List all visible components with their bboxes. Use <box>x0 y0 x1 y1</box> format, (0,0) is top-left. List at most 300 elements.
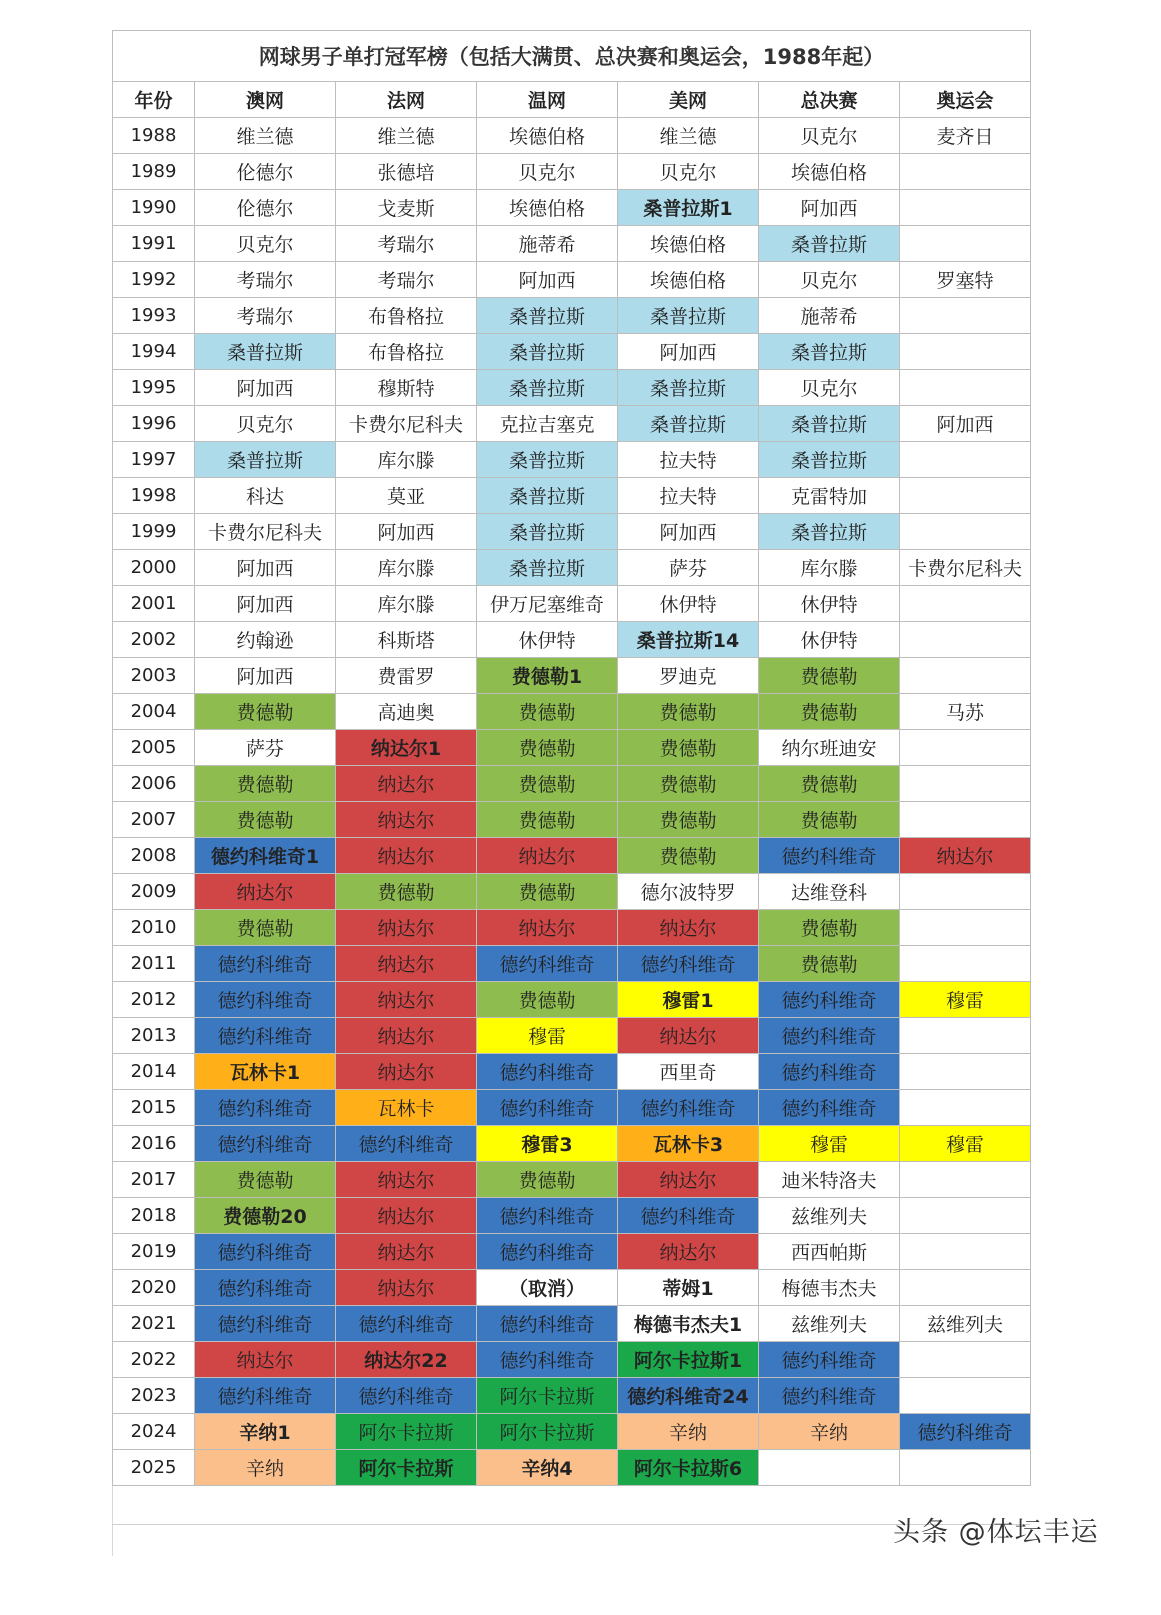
year-cell: 2006 <box>113 766 195 802</box>
champion-cell-us-open: 桑普拉斯 <box>618 406 759 442</box>
table-row <box>113 1270 1031 1306</box>
champion-cell-french-open: 卡费尔尼科夫 <box>336 406 477 442</box>
champion-cell-olympics <box>900 190 1031 226</box>
champion-cell-french-open: 考瑞尔 <box>336 226 477 262</box>
champion-cell-french-open: 纳达尔1 <box>336 730 477 766</box>
champion-cell-us-open: 纳达尔 <box>618 1234 759 1270</box>
champion-cell-us-open: 德约科维奇 <box>618 1198 759 1234</box>
year-cell: 2002 <box>113 622 195 658</box>
champion-cell-wimbledon: 穆雷 <box>477 1018 618 1054</box>
champion-cell-french-open: 莫亚 <box>336 478 477 514</box>
table-row <box>113 334 1031 370</box>
champion-cell-us-open: 萨芬 <box>618 550 759 586</box>
champion-cell-french-open: 库尔滕 <box>336 442 477 478</box>
champion-cell-olympics <box>900 370 1031 406</box>
table-body <box>113 118 1031 1486</box>
champions-sheet <box>112 30 1030 1486</box>
champion-cell-olympics: 兹维列夫 <box>900 1306 1031 1342</box>
champion-cell-olympics <box>900 226 1031 262</box>
champion-cell-us-open: 维兰德 <box>618 118 759 154</box>
champion-cell-atp-finals: 兹维列夫 <box>759 1306 900 1342</box>
champion-cell-us-open: 费德勒 <box>618 766 759 802</box>
champion-cell-olympics: 罗塞特 <box>900 262 1031 298</box>
table-row <box>113 1198 1031 1234</box>
champion-cell-wimbledon: 费德勒 <box>477 874 618 910</box>
champion-cell-australian-open: 德约科维奇 <box>195 1378 336 1414</box>
champion-cell-olympics <box>900 730 1031 766</box>
header-australian-open: 澳网 <box>195 82 336 118</box>
year-cell: 2015 <box>113 1090 195 1126</box>
champion-cell-french-open: 纳达尔 <box>336 910 477 946</box>
champion-cell-us-open: 费德勒 <box>618 802 759 838</box>
header-us-open: 美网 <box>618 82 759 118</box>
table-title: 网球男子单打冠军榜（包括大满贯、总决赛和奥运会，1988年起） <box>113 31 1031 82</box>
champion-cell-australian-open: 阿加西 <box>195 586 336 622</box>
champion-cell-australian-open: 考瑞尔 <box>195 298 336 334</box>
champion-cell-french-open: 纳达尔 <box>336 1270 477 1306</box>
table-row <box>113 1342 1031 1378</box>
champion-cell-atp-finals: 贝克尔 <box>759 262 900 298</box>
year-cell: 1995 <box>113 370 195 406</box>
champion-cell-australian-open: 德约科维奇 <box>195 1018 336 1054</box>
table-row <box>113 694 1031 730</box>
champion-cell-australian-open: 桑普拉斯 <box>195 442 336 478</box>
table-row <box>113 1306 1031 1342</box>
champion-cell-wimbledon: 德约科维奇 <box>477 946 618 982</box>
year-cell: 1990 <box>113 190 195 226</box>
champion-cell-olympics <box>900 766 1031 802</box>
table-row <box>113 406 1031 442</box>
champion-cell-olympics: 阿加西 <box>900 406 1031 442</box>
champion-cell-olympics: 纳达尔 <box>900 838 1031 874</box>
champion-cell-australian-open: 伦德尔 <box>195 190 336 226</box>
champion-cell-french-open: 纳达尔 <box>336 946 477 982</box>
table-row <box>113 514 1031 550</box>
year-cell: 2003 <box>113 658 195 694</box>
champion-cell-australian-open: 德约科维奇 <box>195 1306 336 1342</box>
year-cell: 2023 <box>113 1378 195 1414</box>
champion-cell-french-open: 考瑞尔 <box>336 262 477 298</box>
champion-cell-atp-finals: 迪米特洛夫 <box>759 1162 900 1198</box>
champion-cell-us-open: 费德勒 <box>618 730 759 766</box>
champion-cell-wimbledon: 德约科维奇 <box>477 1234 618 1270</box>
champion-cell-wimbledon: 克拉吉塞克 <box>477 406 618 442</box>
champion-cell-atp-finals: 辛纳 <box>759 1414 900 1450</box>
header-row <box>113 82 1031 118</box>
year-cell: 1994 <box>113 334 195 370</box>
champion-cell-atp-finals: 梅德韦杰夫 <box>759 1270 900 1306</box>
champion-cell-french-open: 纳达尔 <box>336 1162 477 1198</box>
champion-cell-us-open: 阿尔卡拉斯6 <box>618 1450 759 1486</box>
champion-cell-wimbledon: 费德勒 <box>477 982 618 1018</box>
table-row <box>113 802 1031 838</box>
champion-cell-wimbledon: 纳达尔 <box>477 910 618 946</box>
champion-cell-french-open: 纳达尔 <box>336 1234 477 1270</box>
year-cell: 1997 <box>113 442 195 478</box>
champion-cell-wimbledon: 费德勒1 <box>477 658 618 694</box>
year-cell: 2014 <box>113 1054 195 1090</box>
champion-cell-french-open: 维兰德 <box>336 118 477 154</box>
champion-cell-olympics: 马苏 <box>900 694 1031 730</box>
champion-cell-wimbledon: 阿尔卡拉斯 <box>477 1378 618 1414</box>
champion-cell-wimbledon: 桑普拉斯 <box>477 442 618 478</box>
champion-cell-atp-finals: 费德勒 <box>759 910 900 946</box>
champion-cell-olympics <box>900 910 1031 946</box>
champion-cell-australian-open: 辛纳 <box>195 1450 336 1486</box>
champion-cell-australian-open: 维兰德 <box>195 118 336 154</box>
champion-cell-atp-finals: 休伊特 <box>759 622 900 658</box>
champion-cell-atp-finals: 桑普拉斯 <box>759 514 900 550</box>
year-cell: 2020 <box>113 1270 195 1306</box>
champion-cell-australian-open: 德约科维奇1 <box>195 838 336 874</box>
champion-cell-atp-finals: 克雷特加 <box>759 478 900 514</box>
champion-cell-australian-open: 萨芬 <box>195 730 336 766</box>
champion-cell-atp-finals: 桑普拉斯 <box>759 334 900 370</box>
champion-cell-olympics <box>900 442 1031 478</box>
champion-cell-french-open: 德约科维奇 <box>336 1126 477 1162</box>
champion-cell-us-open: 德尔波特罗 <box>618 874 759 910</box>
table-row <box>113 1378 1031 1414</box>
table-row <box>113 1162 1031 1198</box>
champion-cell-australian-open: 考瑞尔 <box>195 262 336 298</box>
champion-cell-australian-open: 费德勒 <box>195 766 336 802</box>
year-cell: 1989 <box>113 154 195 190</box>
table-row <box>113 586 1031 622</box>
year-cell: 2016 <box>113 1126 195 1162</box>
year-cell: 1999 <box>113 514 195 550</box>
champion-cell-french-open: 费德勒 <box>336 874 477 910</box>
champion-cell-atp-finals: 休伊特 <box>759 586 900 622</box>
champion-cell-olympics <box>900 658 1031 694</box>
champion-cell-us-open: 穆雷1 <box>618 982 759 1018</box>
champion-cell-olympics: 德约科维奇 <box>900 1414 1031 1450</box>
champion-cell-french-open: 戈麦斯 <box>336 190 477 226</box>
year-cell: 1993 <box>113 298 195 334</box>
champion-cell-french-open: 阿尔卡拉斯 <box>336 1414 477 1450</box>
champion-cell-us-open: 梅德韦杰夫1 <box>618 1306 759 1342</box>
champion-cell-australian-open: 阿加西 <box>195 550 336 586</box>
table-row <box>113 442 1031 478</box>
table-row <box>113 550 1031 586</box>
champion-cell-atp-finals: 德约科维奇 <box>759 982 900 1018</box>
champion-cell-australian-open: 阿加西 <box>195 370 336 406</box>
champion-cell-us-open: 阿尔卡拉斯1 <box>618 1342 759 1378</box>
year-cell: 2001 <box>113 586 195 622</box>
champion-cell-australian-open: 贝克尔 <box>195 226 336 262</box>
champion-cell-australian-open: 瓦林卡1 <box>195 1054 336 1090</box>
champion-cell-australian-open: 纳达尔 <box>195 1342 336 1378</box>
champion-cell-australian-open: 约翰逊 <box>195 622 336 658</box>
champion-cell-us-open: 纳达尔 <box>618 910 759 946</box>
champion-cell-wimbledon: （取消） <box>477 1270 618 1306</box>
table-row <box>113 190 1031 226</box>
champion-cell-wimbledon: 阿尔卡拉斯 <box>477 1414 618 1450</box>
year-cell: 2011 <box>113 946 195 982</box>
champion-cell-wimbledon: 辛纳4 <box>477 1450 618 1486</box>
year-cell: 2012 <box>113 982 195 1018</box>
year-cell: 2009 <box>113 874 195 910</box>
champion-cell-us-open: 辛纳 <box>618 1414 759 1450</box>
table-row <box>113 658 1031 694</box>
champion-cell-olympics <box>900 154 1031 190</box>
table-row <box>113 1018 1031 1054</box>
champion-cell-wimbledon: 桑普拉斯 <box>477 550 618 586</box>
champion-cell-atp-finals: 费德勒 <box>759 766 900 802</box>
champion-cell-australian-open: 桑普拉斯 <box>195 334 336 370</box>
year-cell: 2019 <box>113 1234 195 1270</box>
table-row <box>113 766 1031 802</box>
champion-cell-us-open: 贝克尔 <box>618 154 759 190</box>
champion-cell-wimbledon: 贝克尔 <box>477 154 618 190</box>
champion-cell-australian-open: 贝克尔 <box>195 406 336 442</box>
champion-cell-french-open: 费雷罗 <box>336 658 477 694</box>
champion-cell-australian-open: 德约科维奇 <box>195 1126 336 1162</box>
champion-cell-french-open: 纳达尔 <box>336 766 477 802</box>
champion-cell-atp-finals: 费德勒 <box>759 802 900 838</box>
champion-cell-french-open: 库尔滕 <box>336 550 477 586</box>
champion-cell-us-open: 德约科维奇 <box>618 1090 759 1126</box>
year-cell: 2008 <box>113 838 195 874</box>
year-cell: 1996 <box>113 406 195 442</box>
champion-cell-atp-finals: 德约科维奇 <box>759 1090 900 1126</box>
champion-cell-french-open: 德约科维奇 <box>336 1378 477 1414</box>
watermark-text: 头条 @体坛丰运 <box>893 1517 1099 1548</box>
champion-cell-wimbledon: 纳达尔 <box>477 838 618 874</box>
champion-cell-olympics: 麦齐日 <box>900 118 1031 154</box>
year-cell: 1991 <box>113 226 195 262</box>
header-french-open: 法网 <box>336 82 477 118</box>
champions-table <box>112 30 1031 1486</box>
table-row <box>113 622 1031 658</box>
champion-cell-olympics <box>900 622 1031 658</box>
champion-cell-australian-open: 德约科维奇 <box>195 1090 336 1126</box>
champion-cell-wimbledon: 桑普拉斯 <box>477 370 618 406</box>
champion-cell-wimbledon: 德约科维奇 <box>477 1054 618 1090</box>
table-row <box>113 1090 1031 1126</box>
champion-cell-australian-open: 科达 <box>195 478 336 514</box>
champion-cell-olympics <box>900 946 1031 982</box>
champion-cell-olympics <box>900 586 1031 622</box>
champion-cell-french-open: 高迪奥 <box>336 694 477 730</box>
champion-cell-wimbledon: 费德勒 <box>477 766 618 802</box>
champion-cell-olympics <box>900 1090 1031 1126</box>
champion-cell-australian-open: 德约科维奇 <box>195 946 336 982</box>
champion-cell-olympics: 卡费尔尼科夫 <box>900 550 1031 586</box>
champion-cell-french-open: 阿尔卡拉斯 <box>336 1450 477 1486</box>
champion-cell-wimbledon: 桑普拉斯 <box>477 334 618 370</box>
header-atp-finals: 总决赛 <box>759 82 900 118</box>
champion-cell-us-open: 埃德伯格 <box>618 262 759 298</box>
champion-cell-french-open: 库尔滕 <box>336 586 477 622</box>
year-cell: 2021 <box>113 1306 195 1342</box>
champion-cell-wimbledon: 费德勒 <box>477 730 618 766</box>
champion-cell-atp-finals: 兹维列夫 <box>759 1198 900 1234</box>
table-row <box>113 154 1031 190</box>
year-cell: 1992 <box>113 262 195 298</box>
champion-cell-wimbledon: 施蒂希 <box>477 226 618 262</box>
champion-cell-olympics <box>900 1270 1031 1306</box>
champion-cell-australian-open: 阿加西 <box>195 658 336 694</box>
champion-cell-us-open: 桑普拉斯 <box>618 298 759 334</box>
champion-cell-australian-open: 费德勒 <box>195 910 336 946</box>
champion-cell-wimbledon: 休伊特 <box>477 622 618 658</box>
champion-cell-french-open: 纳达尔 <box>336 1018 477 1054</box>
champion-cell-atp-finals: 德约科维奇 <box>759 1378 900 1414</box>
champion-cell-french-open: 布鲁格拉 <box>336 298 477 334</box>
champion-cell-australian-open: 辛纳1 <box>195 1414 336 1450</box>
champion-cell-atp-finals: 纳尔班迪安 <box>759 730 900 766</box>
table-row <box>113 478 1031 514</box>
champion-cell-olympics <box>900 1018 1031 1054</box>
year-cell: 2004 <box>113 694 195 730</box>
champion-cell-atp-finals <box>759 1450 900 1486</box>
champion-cell-us-open: 德约科维奇 <box>618 946 759 982</box>
champion-cell-wimbledon: 阿加西 <box>477 262 618 298</box>
table-row <box>113 838 1031 874</box>
table-row <box>113 1234 1031 1270</box>
champion-cell-us-open: 拉夫特 <box>618 442 759 478</box>
champion-cell-us-open: 瓦林卡3 <box>618 1126 759 1162</box>
champion-cell-olympics <box>900 514 1031 550</box>
champion-cell-atp-finals: 阿加西 <box>759 190 900 226</box>
year-cell: 2018 <box>113 1198 195 1234</box>
champion-cell-atp-finals: 德约科维奇 <box>759 838 900 874</box>
champion-cell-wimbledon: 德约科维奇 <box>477 1090 618 1126</box>
champion-cell-wimbledon: 穆雷3 <box>477 1126 618 1162</box>
champion-cell-atp-finals: 贝克尔 <box>759 370 900 406</box>
page-edge-line <box>112 1486 113 1556</box>
champion-cell-french-open: 德约科维奇 <box>336 1306 477 1342</box>
champion-cell-australian-open: 德约科维奇 <box>195 1234 336 1270</box>
table-row <box>113 874 1031 910</box>
year-cell: 1988 <box>113 118 195 154</box>
table-row <box>113 730 1031 766</box>
champion-cell-olympics <box>900 1234 1031 1270</box>
champion-cell-atp-finals: 德约科维奇 <box>759 1342 900 1378</box>
champion-cell-australian-open: 卡费尔尼科夫 <box>195 514 336 550</box>
header-olympics: 奥运会 <box>900 82 1031 118</box>
champion-cell-atp-finals: 贝克尔 <box>759 118 900 154</box>
champion-cell-olympics <box>900 478 1031 514</box>
champion-cell-atp-finals: 施蒂希 <box>759 298 900 334</box>
champion-cell-australian-open: 德约科维奇 <box>195 982 336 1018</box>
table-row <box>113 118 1031 154</box>
year-cell: 2007 <box>113 802 195 838</box>
champion-cell-us-open: 桑普拉斯 <box>618 370 759 406</box>
table-row <box>113 946 1031 982</box>
champion-cell-french-open: 纳达尔 <box>336 838 477 874</box>
table-row <box>113 370 1031 406</box>
champion-cell-us-open: 桑普拉斯1 <box>618 190 759 226</box>
champion-cell-australian-open: 费德勒 <box>195 802 336 838</box>
champion-cell-french-open: 纳达尔 <box>336 1054 477 1090</box>
champion-cell-french-open: 阿加西 <box>336 514 477 550</box>
champion-cell-olympics <box>900 334 1031 370</box>
champion-cell-french-open: 穆斯特 <box>336 370 477 406</box>
header-year: 年份 <box>113 82 195 118</box>
champion-cell-wimbledon: 埃德伯格 <box>477 190 618 226</box>
champion-cell-australian-open: 费德勒20 <box>195 1198 336 1234</box>
champion-cell-us-open: 德约科维奇24 <box>618 1378 759 1414</box>
champion-cell-australian-open: 德约科维奇 <box>195 1270 336 1306</box>
year-cell: 2024 <box>113 1414 195 1450</box>
table-row <box>113 1054 1031 1090</box>
table-row <box>113 298 1031 334</box>
champion-cell-wimbledon: 德约科维奇 <box>477 1306 618 1342</box>
champion-cell-australian-open: 伦德尔 <box>195 154 336 190</box>
champion-cell-australian-open: 费德勒 <box>195 694 336 730</box>
table-row <box>113 226 1031 262</box>
year-cell: 2005 <box>113 730 195 766</box>
champion-cell-olympics <box>900 1198 1031 1234</box>
champion-cell-olympics <box>900 1378 1031 1414</box>
champion-cell-french-open: 张德培 <box>336 154 477 190</box>
champion-cell-olympics <box>900 1054 1031 1090</box>
champion-cell-atp-finals: 费德勒 <box>759 946 900 982</box>
champion-cell-french-open: 纳达尔 <box>336 1198 477 1234</box>
champion-cell-us-open: 蒂姆1 <box>618 1270 759 1306</box>
table-row <box>113 1414 1031 1450</box>
champion-cell-wimbledon: 德约科维奇 <box>477 1198 618 1234</box>
champion-cell-olympics <box>900 298 1031 334</box>
year-cell: 2025 <box>113 1450 195 1486</box>
champion-cell-wimbledon: 埃德伯格 <box>477 118 618 154</box>
champion-cell-us-open: 纳达尔 <box>618 1162 759 1198</box>
champion-cell-us-open: 拉夫特 <box>618 478 759 514</box>
champion-cell-olympics <box>900 1162 1031 1198</box>
champion-cell-us-open: 休伊特 <box>618 586 759 622</box>
year-cell: 1998 <box>113 478 195 514</box>
year-cell: 2000 <box>113 550 195 586</box>
champion-cell-us-open: 埃德伯格 <box>618 226 759 262</box>
champion-cell-olympics <box>900 802 1031 838</box>
champion-cell-olympics <box>900 874 1031 910</box>
champion-cell-atp-finals: 桑普拉斯 <box>759 442 900 478</box>
champion-cell-olympics <box>900 1450 1031 1486</box>
champion-cell-atp-finals: 桑普拉斯 <box>759 226 900 262</box>
champion-cell-olympics: 穆雷 <box>900 1126 1031 1162</box>
champion-cell-french-open: 纳达尔 <box>336 982 477 1018</box>
table-row <box>113 1450 1031 1486</box>
champion-cell-us-open: 阿加西 <box>618 514 759 550</box>
champion-cell-wimbledon: 伊万尼塞维奇 <box>477 586 618 622</box>
champion-cell-wimbledon: 德约科维奇 <box>477 1342 618 1378</box>
header-wimbledon: 温网 <box>477 82 618 118</box>
champion-cell-us-open: 阿加西 <box>618 334 759 370</box>
champion-cell-australian-open: 纳达尔 <box>195 874 336 910</box>
year-cell: 2022 <box>113 1342 195 1378</box>
champion-cell-wimbledon: 费德勒 <box>477 1162 618 1198</box>
champion-cell-wimbledon: 费德勒 <box>477 694 618 730</box>
champion-cell-wimbledon: 桑普拉斯 <box>477 298 618 334</box>
champion-cell-french-open: 纳达尔 <box>336 802 477 838</box>
champion-cell-atp-finals: 埃德伯格 <box>759 154 900 190</box>
champion-cell-wimbledon: 桑普拉斯 <box>477 514 618 550</box>
champion-cell-atp-finals: 库尔滕 <box>759 550 900 586</box>
champion-cell-us-open: 纳达尔 <box>618 1018 759 1054</box>
champion-cell-atp-finals: 达维登科 <box>759 874 900 910</box>
year-cell: 2013 <box>113 1018 195 1054</box>
champion-cell-atp-finals: 穆雷 <box>759 1126 900 1162</box>
champion-cell-french-open: 科斯塔 <box>336 622 477 658</box>
champion-cell-atp-finals: 德约科维奇 <box>759 1054 900 1090</box>
champion-cell-wimbledon: 费德勒 <box>477 802 618 838</box>
champion-cell-atp-finals: 西西帕斯 <box>759 1234 900 1270</box>
table-row <box>113 262 1031 298</box>
champion-cell-french-open: 纳达尔22 <box>336 1342 477 1378</box>
champion-cell-atp-finals: 费德勒 <box>759 658 900 694</box>
champion-cell-us-open: 罗迪克 <box>618 658 759 694</box>
